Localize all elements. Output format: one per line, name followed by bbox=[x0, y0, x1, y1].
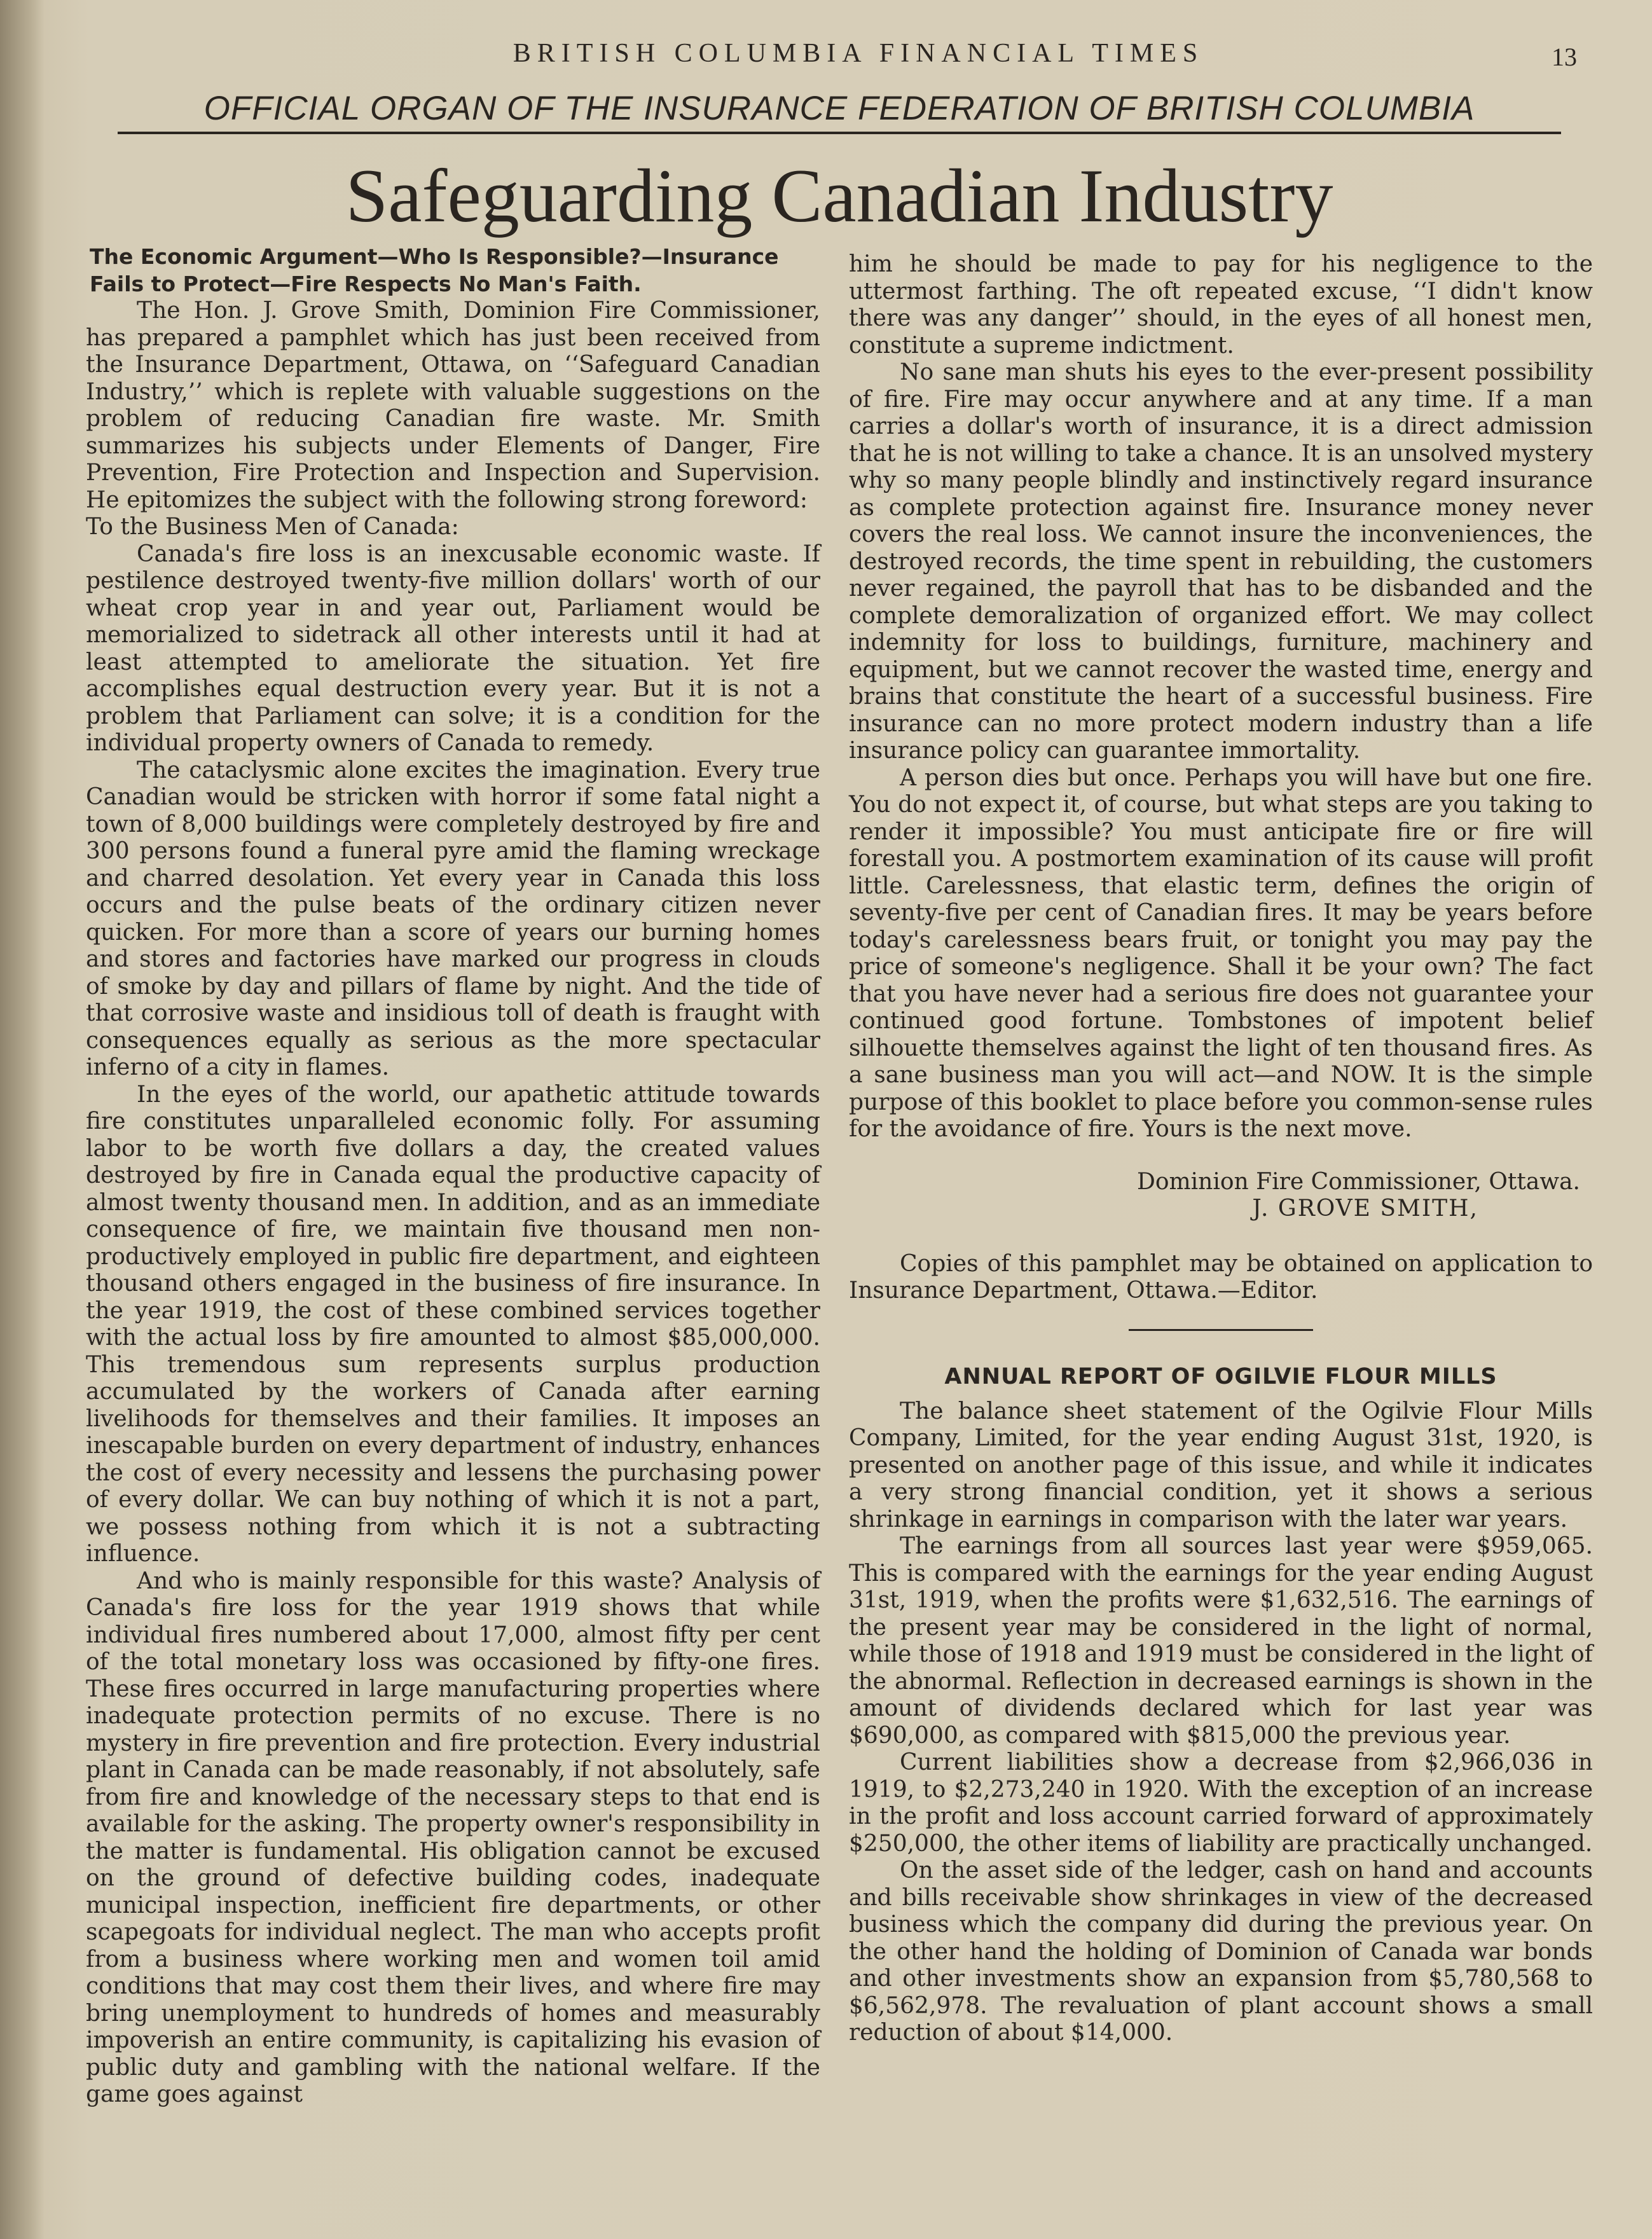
salutation: To the Business Men of Canada: bbox=[86, 514, 459, 540]
ogilvie-paragraph-1: The balance sheet statement of the Ogilvie Flour Mills Company, Limited, for the year ending August 31st, 1920, is presented on another page of this issue, and while it indicates a very strong financial condition, yet it shows a serious shrinkage in earnings in comparison with the later war years. bbox=[849, 1398, 1593, 1533]
running-head: BRITISH COLUMBIA FINANCIAL TIMES bbox=[513, 39, 1204, 68]
section-divider bbox=[1129, 1329, 1313, 1331]
foreword-paragraph-5: No sane man shuts his eyes to the ever-present possibility of fire. Fire may occur anywhere and at any time. If a man carries a dollar's worth of insurance, it is a direct admission that he is not willing to take a chance. It is an unsolved mystery why so many people blindly and instinctively regard insurance as complete protection against fire. Insurance money never covers the real loss. We cannot insure the inconveniences, the destroyed records, the time spent in rebuilding, the customers never regained, the payroll that has to be disbanded and the complete demoralization of organized effort. We may collect indemnity for loss to buildings, furniture, machinery and equipment, but we cannot recover the wasted time, energy and brains that constitute the heart of a successful business. Fire insurance can no more protect modern industry than a life insurance policy can guarantee immortality. bbox=[849, 359, 1593, 764]
article-intro: The Hon. J. Grove Smith, Dominion Fire Commissioner, has prepared a pamphlet which has just been received from the Insurance Department, Ottawa, on ‘‘Safeguard Canadian Industry,’’ which is replete with valuable suggestions on the problem of reducing Canadian fire waste. Mr. Smith summarizes his subjects under Elements of Danger, Fire Prevention, Fire Protection and Inspection and Supervision. He epitomizes the subject with the following strong foreword: bbox=[86, 298, 820, 513]
organ-line: OFFICIAL ORGAN OF THE INSURANCE FEDERATION OF BRITISH COLUMBIA bbox=[203, 90, 1475, 127]
article-dek: The Economic Argument—Who Is Responsible?—Insurance Fails to Protect—Fire Respects No Man's Faith. bbox=[90, 244, 779, 296]
foreword-paragraph-4-continued: him he should be made to pay for his negligence to the uttermost farthing. The oft repeated excuse, ‘‘I didn't know there was any danger’’ should, in the eyes of all honest men, constitute a supreme indictment. bbox=[849, 251, 1593, 359]
organ-underline bbox=[118, 132, 1561, 134]
left-column bbox=[86, 243, 820, 2109]
right-column bbox=[849, 251, 1593, 2047]
signature-name: J. GROVE SMITH, bbox=[1252, 1195, 1478, 1222]
page-spine-shadow bbox=[0, 0, 45, 2239]
article-title: Safeguarding Canadian Industry bbox=[345, 153, 1333, 238]
foreword-paragraph-2: The cataclysmic alone excites the imagination. Every true Canadian would be stricken with horror if some fatal night a town of 8,000 buildings were completely destroyed by fire and 300 persons found a funeral pyre amid the flaming wreckage and charred desolation. Yet every year in Canada this loss occurs and the pulse beats of the ordinary citizen never quicken. For more than a score of years our burning homes and stores and factories have marked our progress in clouds of smoke by day and pillars of flame by night. And the tide of that corrosive waste and insidious toll of death is fraught with consequences equally as serious as the more spectacular inferno of a city in flames. bbox=[86, 757, 820, 1080]
signature-office: Dominion Fire Commissioner, Ottawa. bbox=[1136, 1168, 1580, 1195]
ogilvie-paragraph-3: Current liabilities show a decrease from $2,966,036 in 1919, to $2,273,240 in 1920. With the exception of an increase in the profit and loss account carried forward of approximately $250,000, the other items of liability are practically unchanged. bbox=[849, 1749, 1593, 1857]
signature-spacer bbox=[849, 1223, 1593, 1251]
ogilvie-paragraph-4: On the asset side of the ledger, cash on hand and accounts and bills receivable show shrinkages in view of the decreased business which the company did during the previous year. On the other hand the holding of Dominion of Canada war bonds and other investments show an expansion from $5,780,568 to $6,562,978. The revaluation of plant account shows a small reduction of about $14,000. bbox=[849, 1857, 1593, 2046]
foreword-paragraph-1: Canada's fire loss is an inexcusable economic waste. If pestilence destroyed twenty-five million dollars' worth of our wheat crop year in and year out, Parliament would be memorialized to sidetrack all other interests until it had at least attempted to ameliorate the situation. Yet fire accomplishes equal destruction every year. But it is not a problem that Parliament can solve; it is a condition for the individual property owners of Canada to remedy. bbox=[86, 541, 820, 756]
editor-note: Copies of this pamphlet may be obtained on application to Insurance Department, Ottawa.—Editor. bbox=[849, 1250, 1593, 1304]
foreword-paragraph-4: And who is mainly responsible for this waste? Analysis of Canada's fire loss for the year 1919 shows that while individual fires numbered about 17,000, almost fifty per cent of the total monetary loss was occasioned by fifty-one fires. These fires occurred in large manufacturing properties where inadequate protection permits of no excuse. There is no mystery in fire prevention and fire protection. Every industrial plant in Canada can be made reasonably, if not absolutely, safe from fire and knowledge of the necessary steps to that end is available for the asking. The property owner's responsibility in the matter is fundamental. His obligation cannot be excused on the ground of defective building codes, inadequate municipal inspection, inefficient fire departments, or other scapegoats for individual neglect. The man who accepts profit from a business where working men and women toil amid conditions that may cost them their lives, and where fire may bring unemployment to hundreds of homes and measurably impoverish an entire community, is capitalizing his evasion of public duty and gambling with the national welfare. If the game goes against bbox=[86, 1567, 820, 2107]
ogilvie-paragraph-2: The earnings from all sources last year were $959,065. This is compared with the earnings for the year ending August 31st, 1919, when the profits were $1,632,516. The earnings of the present year may be considered in the light of normal, while those of 1918 and 1919 must be considered in the light of the abnormal. Reflection in decreased earnings is shown in the amount of dividends declared which for last year was $690,000, as compared with $815,000 the previous year. bbox=[849, 1533, 1593, 1749]
foreword-paragraph-6: A person dies but once. Perhaps you will have but one fire. You do not expect it, of course, but what steps are you taking to render it impossible? You must anticipate fire or fire will forestall you. A postmortem examination of its cause will profit little. Carelessness, that elastic term, defines the origin of seventy-five per cent of Canadian fires. It may be years before today's carelessness bears fruit, or tonight you may pay the price of someone's negligence. Shall it be your own? The fact that you have never had a serious fire does not guarantee your continued good fortune. Tombstones of impotent belief silhouette themselves against the light of ten thousand fires. As a sane business man you will act—and NOW. It is the simple purpose of this booklet to place before you common-sense rules for the avoidance of fire. Yours is the next move. bbox=[849, 764, 1593, 1142]
foreword-paragraph-3: In the eyes of the world, our apathetic attitude towards fire constitutes unparalleled economic folly. For assuming labor to be worth five dollars a day, the created values destroyed by fire in Canada equal the productive capacity of almost twenty thousand men. In addition, and as an immediate consequence of fire, we maintain five thousand men non-productively employed in public fire department, and eighteen thousand others engaged in the business of fire insurance. In the year 1919, the cost of these combined services together with the actual loss by fire amounted to almost $85,000,000. This tremendous sum represents surplus production accumulated by the workers of Canada after earning livelihoods for themselves and their families. It imposes an inescapable burden on every department of industry, enhances the cost of every necessity and lessens the purchasing power of every dollar. We can buy nothing of which it is not a part, we possess nothing from which it is not a subtracting influence. bbox=[86, 1081, 820, 1567]
ogilvie-heading: ANNUAL REPORT OF OGILVIE FLOUR MILLS bbox=[944, 1363, 1497, 1389]
page-number: 13 bbox=[1552, 43, 1577, 71]
